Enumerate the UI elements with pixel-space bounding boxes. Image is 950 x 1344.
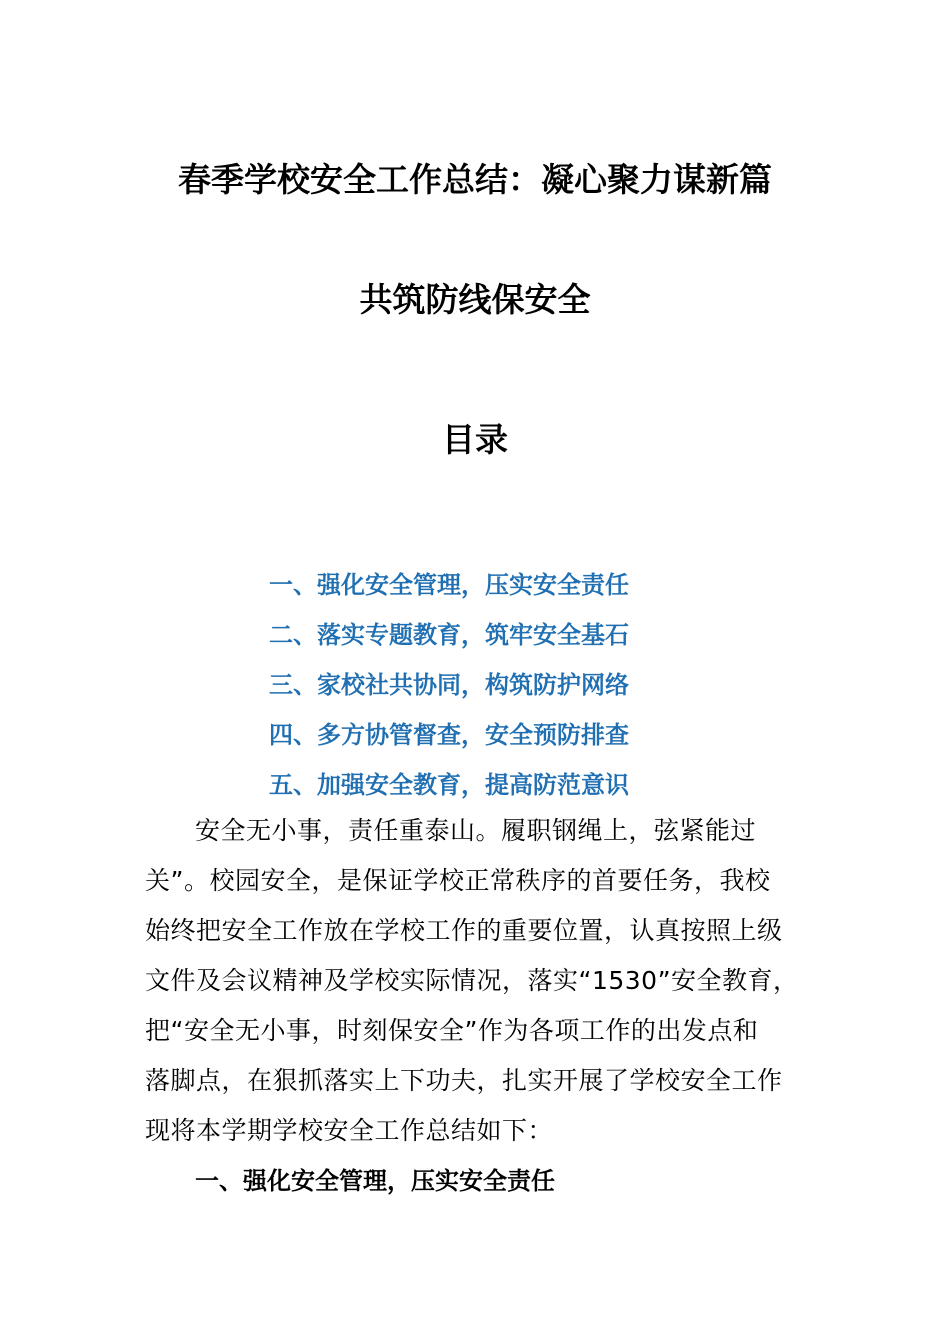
intro-body — [145, 806, 835, 1156]
table-of-contents — [0, 560, 950, 810]
toc-link-section-3[interactable]: 三、家校社共协同，构筑防护网络 — [269, 671, 629, 699]
section-1-heading: 一、强化安全管理，压实安全责任 — [195, 1167, 555, 1195]
toc-heading: 目录 — [442, 420, 508, 459]
toc-link-section-1[interactable]: 一、强化安全管理，压实安全责任 — [269, 571, 629, 599]
toc-link-section-4[interactable]: 四、多方协管督查，安全预防排查 — [269, 721, 629, 749]
intro-paragraph: 安全无小事，责任重泰山。履职钢绳上，弦紧能过 关”。校园安全，是保证学校正常秩序的首要任务，我校 始终把安全工作放在学校工作的重要位置，认真按照上级 文件及会议精神及学校实际情况，落实“1530”安全教育， 把“安全无小事，时刻保安全”作为各项工作的出发点和 落脚点，在狠抓落实上下功夫，扎实开展了学校安全工作 现将本学期学校安全工作总结如下： — [145, 816, 799, 1145]
toc-link-section-2[interactable]: 二、落实专题教育，筑牢安全基石 — [269, 621, 629, 649]
document-title-line-2: 共筑防线保安全 — [359, 280, 591, 319]
toc-link-section-5[interactable]: 五、加强安全教育，提高防范意识 — [269, 771, 629, 799]
document-title-line-1: 春季学校安全工作总结：凝心聚力谋新篇 — [178, 160, 772, 199]
